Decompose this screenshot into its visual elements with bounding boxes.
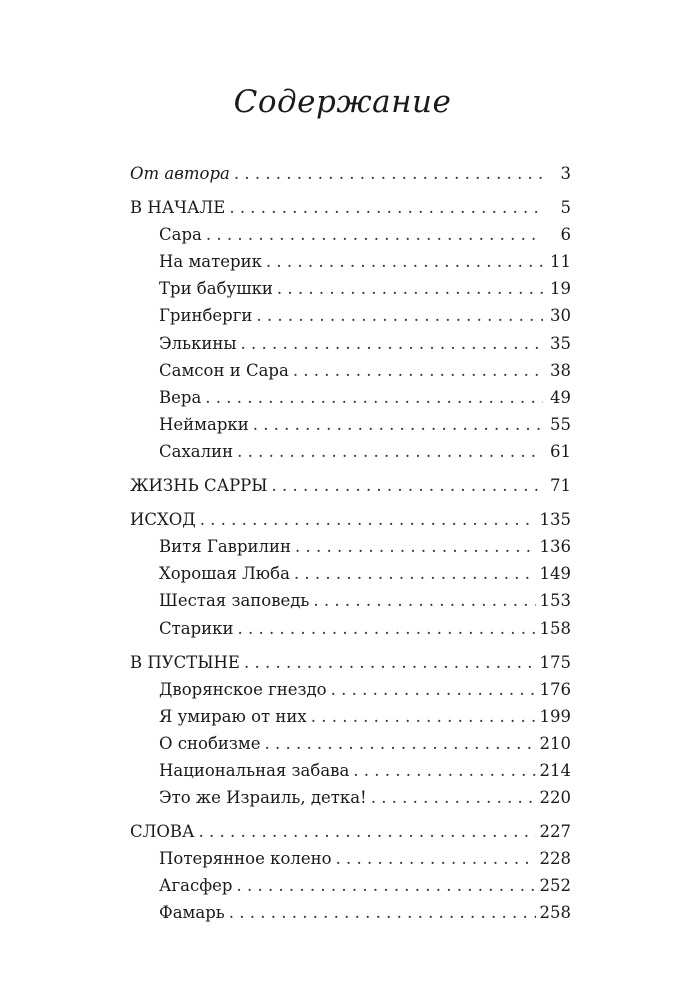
toc-entry-label: На материк: [159, 252, 262, 272]
dot-leader: [205, 384, 543, 411]
toc-subentry: [130, 587, 571, 614]
toc-subentry: [130, 784, 571, 811]
toc-subentry: [130, 302, 571, 329]
toc-page-number: 135: [539, 510, 571, 530]
toc-subentry: [130, 560, 571, 587]
toc-entry-label: ИСХОД: [130, 510, 196, 530]
toc-section-entry: [130, 160, 571, 187]
toc-section-entry: [130, 649, 571, 676]
toc-page-number: 30: [550, 306, 571, 326]
toc-entry-label: Я умираю от них: [159, 706, 307, 726]
toc-entry-label: Самсон и Сара: [159, 360, 289, 380]
toc-entry-label: Три бабушки: [159, 279, 273, 299]
toc-entry-label: Старики: [159, 618, 234, 638]
toc-page-number: 258: [539, 903, 571, 923]
dot-leader: [229, 194, 543, 221]
toc-page-number: 220: [539, 788, 571, 808]
toc-section-entry: [130, 194, 571, 221]
toc-subentry: [130, 757, 571, 784]
toc-entry-label: О снобизме: [159, 733, 261, 753]
toc-entry-label: СЛОВА: [130, 822, 195, 842]
toc-subentry: [130, 357, 571, 384]
toc-entry-label: Элькины: [159, 333, 237, 353]
toc-page-number: 228: [539, 849, 571, 869]
toc-section-entry: [130, 506, 571, 533]
toc-entry-label: Это же Израиль, детка!: [159, 788, 367, 808]
toc-entry-label: Агасфер: [159, 876, 233, 896]
dot-leader: [277, 275, 543, 302]
dot-leader: [229, 899, 536, 926]
toc-subentry: [130, 615, 571, 642]
toc-page-number: 149: [539, 564, 571, 584]
dot-leader: [241, 330, 543, 357]
toc-subentry: [130, 899, 571, 926]
toc-page-number: 176: [539, 679, 571, 699]
toc-subentry: [130, 845, 571, 872]
toc-subentry: [130, 533, 571, 560]
toc-subentry: [130, 703, 571, 730]
toc-page-number: 38: [550, 360, 571, 380]
toc-section: [130, 160, 571, 187]
dot-leader: [331, 676, 536, 703]
toc-subentry: [130, 330, 571, 357]
toc-page-number: 71: [550, 476, 571, 496]
dot-leader: [199, 818, 536, 845]
toc-section: [130, 472, 571, 499]
dot-leader: [336, 845, 536, 872]
toc-page-number: 6: [560, 225, 571, 245]
dot-leader: [237, 438, 543, 465]
toc-entry-label: От автора: [130, 164, 230, 183]
toc-page-number: 136: [539, 537, 571, 557]
toc-page-number: 5: [560, 198, 571, 218]
toc-entry-label: В НАЧАЛЕ: [130, 198, 226, 218]
toc-page-number: 199: [539, 706, 571, 726]
dot-leader: [206, 221, 543, 248]
toc-section-entry: [130, 818, 571, 845]
dot-leader: [371, 784, 536, 811]
toc-subentry: [130, 221, 571, 248]
toc-page-number: 19: [550, 279, 571, 299]
toc-page-number: 153: [539, 591, 571, 611]
toc-page-number: 55: [550, 414, 571, 434]
dot-leader: [236, 872, 535, 899]
dot-leader: [256, 302, 543, 329]
dot-leader: [237, 615, 535, 642]
dot-leader: [313, 587, 535, 614]
toc-page-number: 35: [550, 333, 571, 353]
dot-leader: [272, 472, 543, 499]
toc-section: [130, 818, 571, 926]
toc-entry-label: Шестая заповедь: [159, 591, 310, 611]
toc-entry-label: Национальная забава: [159, 760, 350, 780]
toc-page-number: 210: [539, 733, 571, 753]
toc-page-number: 61: [550, 441, 571, 461]
toc-subentry: [130, 248, 571, 275]
toc-entry-label: Дворянское гнездо: [159, 679, 327, 699]
dot-leader: [266, 248, 543, 275]
dot-leader: [293, 357, 543, 384]
dot-leader: [295, 533, 536, 560]
toc-page-number: 214: [539, 760, 571, 780]
toc-page-number: 3: [560, 164, 571, 183]
toc-section: [130, 649, 571, 812]
toc-page-number: 252: [539, 876, 571, 896]
toc-section-entry: [130, 472, 571, 499]
dot-leader: [294, 560, 536, 587]
dot-leader: [234, 160, 543, 187]
table-of-contents: [130, 160, 571, 934]
dot-leader: [200, 506, 536, 533]
toc-entry-label: Хорошая Люба: [159, 564, 290, 584]
toc-page-number: 11: [550, 252, 571, 272]
toc-entry-label: Вера: [159, 387, 202, 407]
toc-page-number: 227: [539, 822, 571, 842]
page-title: Содержание: [233, 84, 452, 120]
toc-subentry: [130, 275, 571, 302]
toc-entry-label: Фамарь: [159, 903, 225, 923]
toc-entry-label: Витя Гаврилин: [159, 537, 291, 557]
dot-leader: [244, 649, 536, 676]
dot-leader: [264, 730, 535, 757]
toc-entry-label: Сахалин: [159, 441, 234, 461]
toc-entry-label: Гринберги: [159, 306, 253, 326]
toc-section: [130, 194, 571, 465]
toc-subentry: [130, 872, 571, 899]
toc-subentry: [130, 676, 571, 703]
toc-entry-label: Потерянное колено: [159, 849, 332, 869]
toc-section: [130, 506, 571, 641]
dot-leader: [253, 411, 543, 438]
toc-page-number: 175: [539, 652, 571, 672]
toc-entry-label: ЖИЗНЬ САРРЫ: [130, 476, 268, 496]
dot-leader: [353, 757, 535, 784]
toc-subentry: [130, 384, 571, 411]
toc-entry-label: Сара: [159, 225, 202, 245]
toc-entry-label: Неймарки: [159, 414, 249, 434]
toc-entry-label: В ПУСТЫНЕ: [130, 652, 240, 672]
toc-page-number: 49: [550, 387, 571, 407]
toc-subentry: [130, 411, 571, 438]
toc-subentry: [130, 438, 571, 465]
dot-leader: [311, 703, 536, 730]
toc-page-number: 158: [539, 618, 571, 638]
toc-subentry: [130, 730, 571, 757]
